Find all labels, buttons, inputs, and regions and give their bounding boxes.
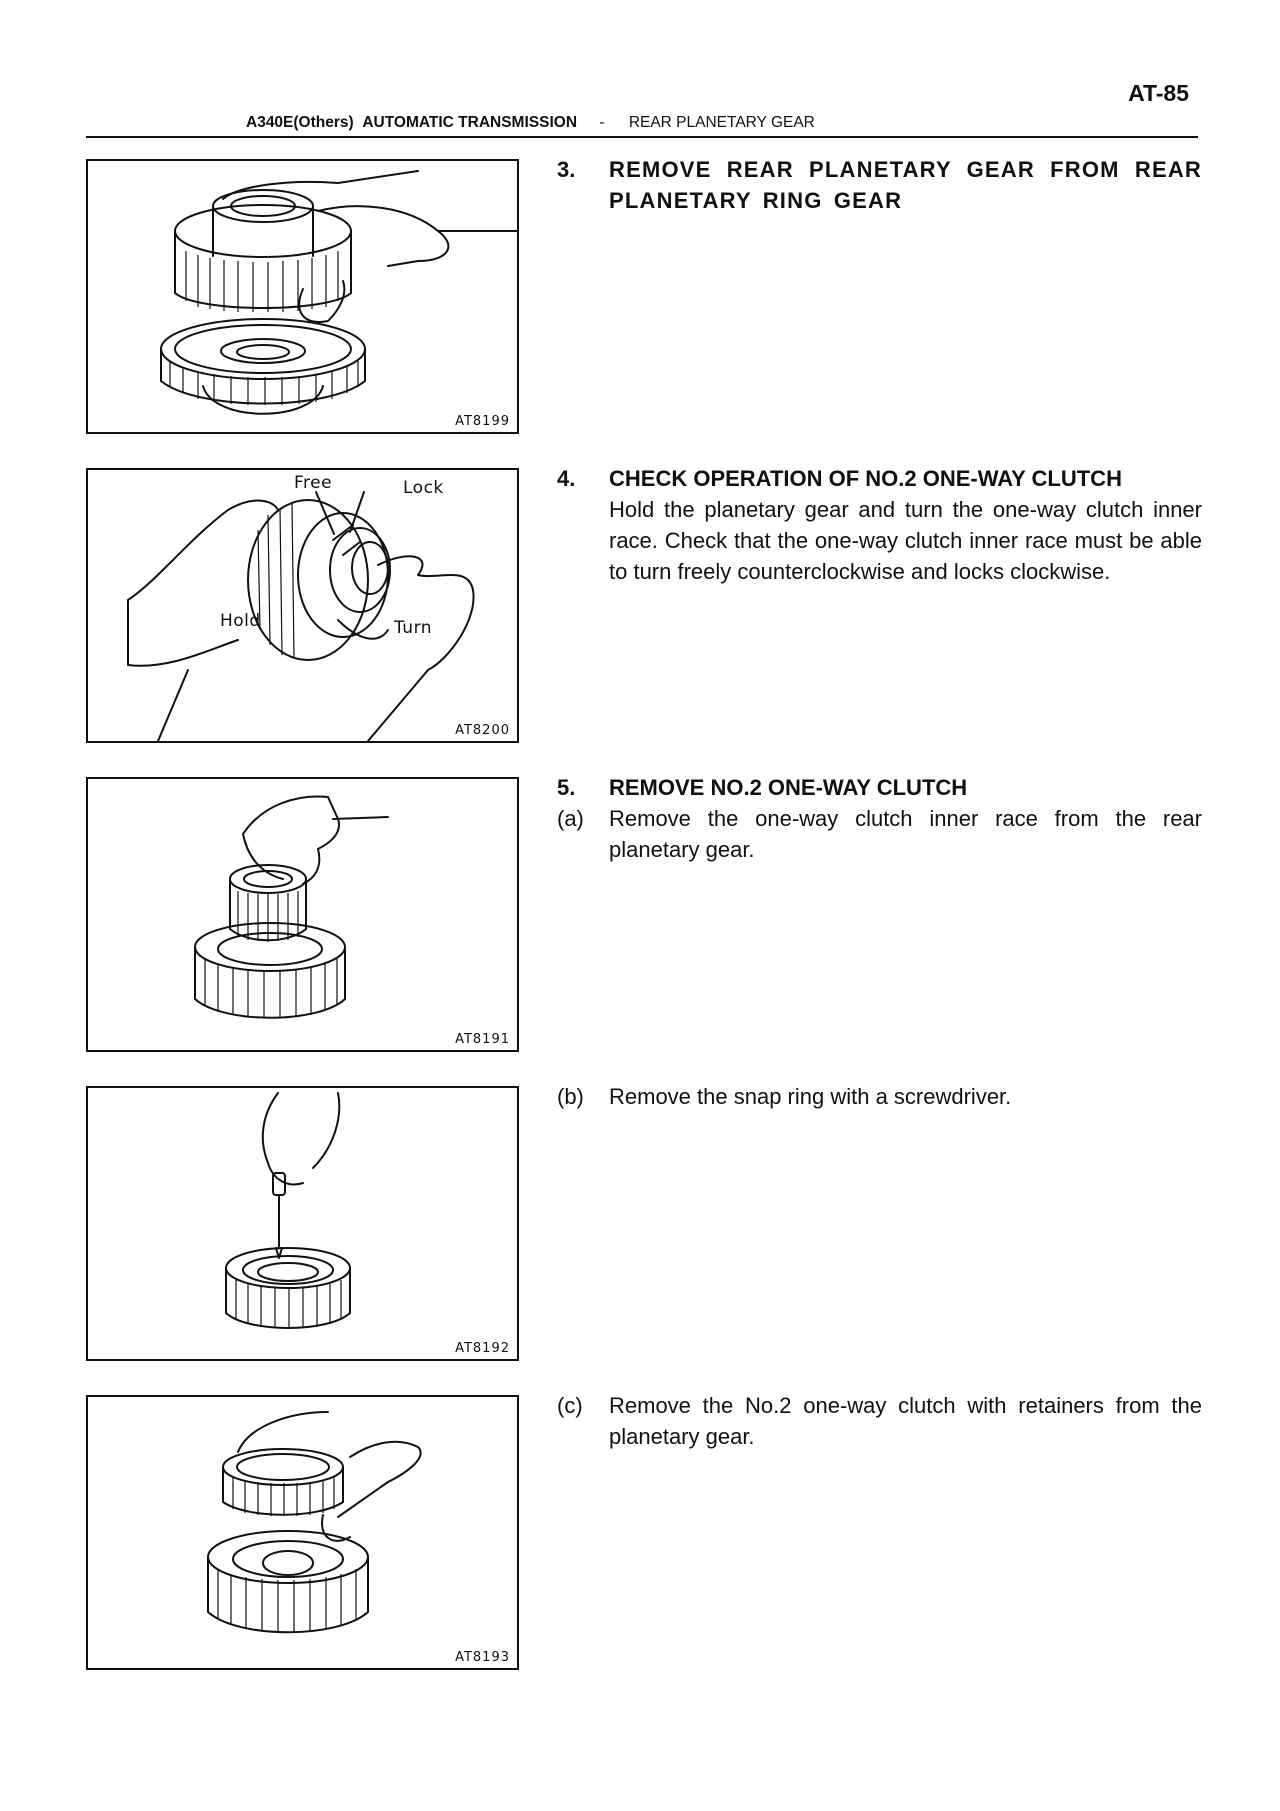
figure-at8200 <box>86 468 519 743</box>
substep-label: (c) <box>557 1393 583 1418</box>
page-number: AT-85 <box>1128 80 1189 106</box>
header-model: A340E(Others) <box>246 114 354 131</box>
figure-code: AT8192 <box>455 1341 510 1356</box>
step-title: REMOVE REAR PLANETARY GEAR FROM REAR PLANETARY RING GEAR <box>609 157 1202 213</box>
one-way-clutch-check-illustration <box>88 470 517 741</box>
figure-at8199 <box>86 159 519 434</box>
step-body: Hold the planetary gear and turn the one-way clutch inner race. Check that the one-way clutch inner race must be able to turn freely counterclockwise and locks clockwise. <box>609 497 1202 584</box>
step-title: REMOVE NO.2 ONE-WAY CLUTCH <box>609 775 968 800</box>
figure-code: AT8199 <box>455 414 510 429</box>
label-hold: Hold <box>220 611 261 631</box>
label-turn: Turn <box>394 618 433 638</box>
planetary-gear-illustration <box>88 161 517 432</box>
header-rule <box>86 136 1198 138</box>
substep-text: Remove the one-way clutch inner race from the rear planetary gear. <box>609 806 1202 862</box>
step-number: 3. <box>557 157 576 182</box>
step-5c <box>557 1390 1202 1452</box>
step-3 <box>557 154 1202 216</box>
label-lock: Lock <box>403 478 444 498</box>
running-header <box>246 114 815 132</box>
substep-text: Remove the No.2 one-way clutch with retainers from the planetary gear. <box>609 1393 1202 1449</box>
substep-text: Remove the snap ring with a screwdriver. <box>609 1084 1012 1109</box>
step-number: 4. <box>557 466 576 491</box>
figure-code: AT8200 <box>455 723 510 738</box>
substep-label: (a) <box>557 806 584 831</box>
snap-ring-removal-illustration <box>88 1088 517 1359</box>
figure-at8193 <box>86 1395 519 1670</box>
header-section: REAR PLANETARY GEAR <box>628 114 815 131</box>
header-title: AUTOMATIC TRANSMISSION <box>362 114 578 131</box>
step-number: 5. <box>557 775 576 800</box>
substep-label: (b) <box>557 1084 584 1109</box>
one-way-clutch-removal-illustration <box>88 1397 517 1668</box>
figure-code: AT8191 <box>455 1032 510 1047</box>
header-separator: - <box>599 114 605 131</box>
figure-at8192 <box>86 1086 519 1361</box>
inner-race-removal-illustration <box>88 779 517 1050</box>
figure-at8191 <box>86 777 519 1052</box>
step-4 <box>557 463 1202 587</box>
step-5b <box>557 1081 1202 1112</box>
step-5 <box>557 772 1202 865</box>
figure-code: AT8193 <box>455 1650 510 1665</box>
label-free: Free <box>294 473 333 493</box>
step-title: CHECK OPERATION OF NO.2 ONE-WAY CLUTCH <box>609 466 1122 491</box>
